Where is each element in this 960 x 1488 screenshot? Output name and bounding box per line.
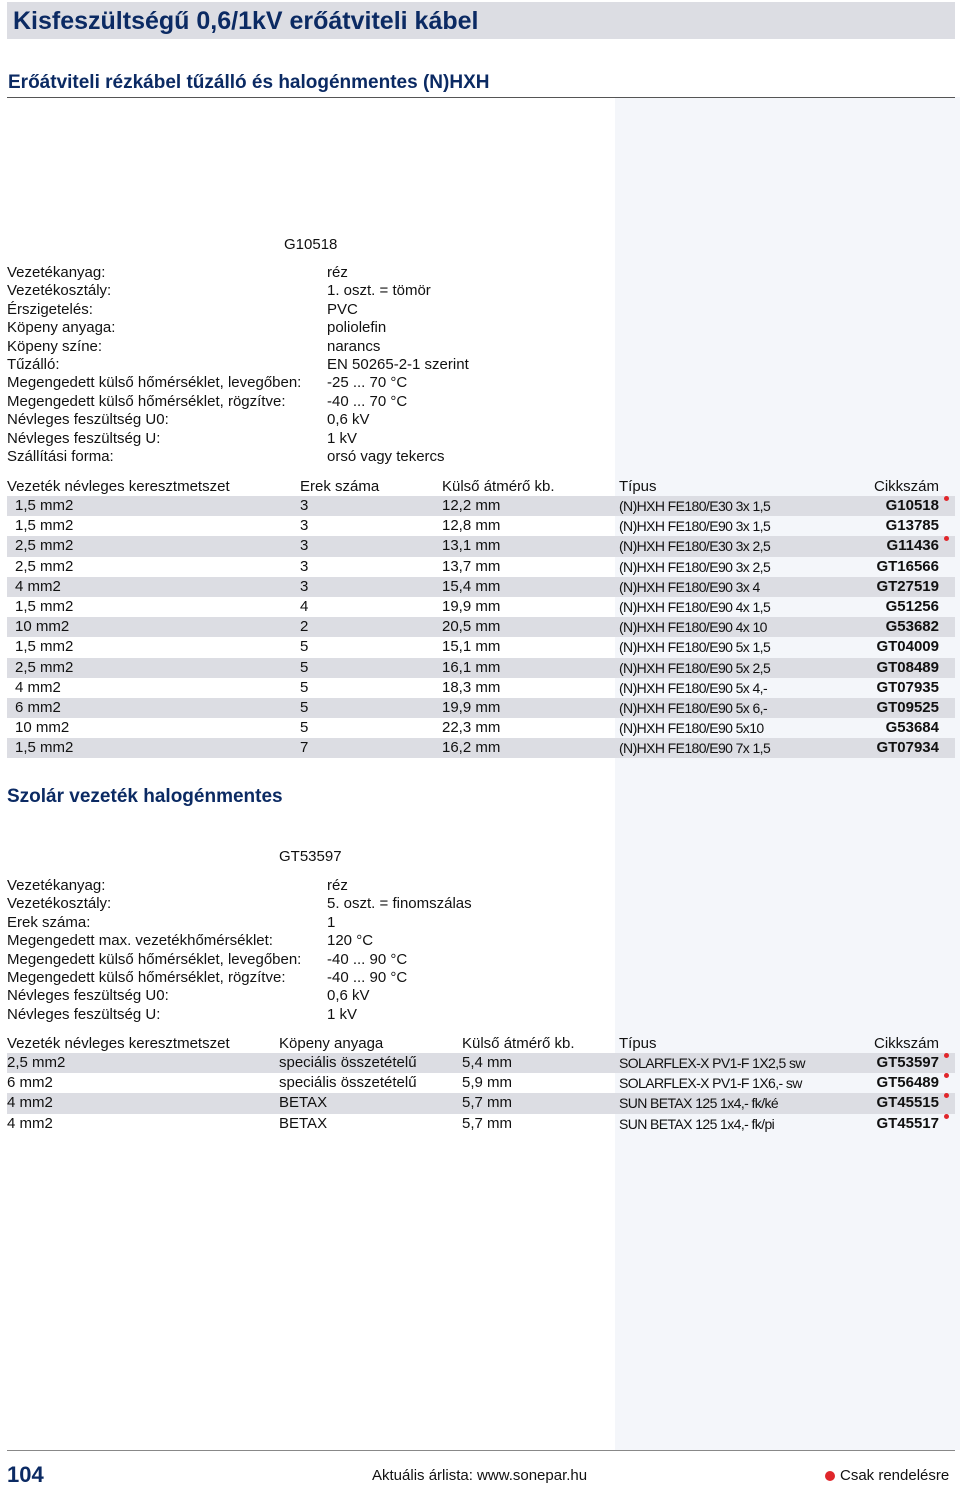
table-row [7,1073,955,1093]
cell-cross-section: 1,5 mm2 [15,517,74,535]
spec-row [7,877,607,895]
cell-cores: 5 [300,638,309,656]
cell-diameter: 19,9 mm [442,597,501,615]
spec-label: Megengedett külső hőmérséklet, levegőben: [7,374,302,392]
footer-divider [7,1450,955,1451]
cell-diameter: 15,4 mm [442,577,501,595]
table-row [7,577,955,597]
spec-row [7,393,607,411]
spec-label: Vezetékanyag: [7,877,106,894]
col-header-type: Típus [619,1035,657,1052]
spec-value: 0,6 kV [327,411,370,429]
right-column-background [615,97,960,1450]
order-only-dot-icon [944,1073,949,1078]
cell-code: GT16566 [876,557,939,575]
cell-diameter: 13,1 mm [442,537,501,555]
table-row [7,557,955,577]
cell-type: (N)HXH FE180/E90 4x 10 [619,619,767,636]
table-row [7,516,955,536]
table-row [7,1114,955,1134]
cell-cores: 5 [300,678,309,696]
cell-diameter: 18,3 mm [442,678,501,696]
spec-value: 1 [327,913,336,931]
cell-cross-section: 4 mm2 [15,577,61,595]
spec-row [7,430,607,448]
cell-type: (N)HXH FE180/E30 3x 2,5 [619,538,771,555]
order-only-dot-icon [944,1114,949,1119]
cell-diameter: 16,2 mm [442,739,501,757]
cell-type: (N)HXH FE180/E90 3x 2,5 [619,558,771,575]
cell-cores: 5 [300,698,309,716]
cell-code: G10518 [885,497,939,514]
cell-code: GT45515 [876,1094,939,1112]
cell-cross-section: 6 mm2 [7,1074,53,1092]
s2-spec-list [7,877,607,1024]
cell-cores: 4 [300,597,309,615]
s1-product-table [7,476,955,758]
title-bar [7,2,955,39]
cell-code: GT45517 [876,1114,939,1132]
cell-code: G11436 [886,537,939,555]
cell-cross-section: 2,5 mm2 [15,557,74,575]
spec-value: 1 kV [327,429,358,447]
spec-value: -40 ... 70 °C [327,392,408,410]
col-header-code: Cikkszám [873,478,939,495]
table-body [7,1053,955,1134]
cell-diameter: 12,8 mm [442,517,501,535]
spec-row [7,895,607,913]
cell-diameter: 22,3 mm [442,719,501,737]
s2-code-label: GT53597 [279,848,342,865]
table-row [7,718,955,738]
table-row [7,637,955,657]
cell-type: (N)HXH FE180/E90 5x 4,- [619,679,768,696]
cell-type: (N)HXH FE180/E90 4x 1,5 [619,598,771,615]
spec-row [7,319,607,337]
s2-product-table [7,1033,955,1134]
spec-row [7,338,607,356]
cell-code: GT04009 [876,638,939,656]
subtitle-text: Erőátviteli rézkábel tűzálló és halogénmentes (N)HXH [8,72,490,93]
table-row [7,1053,955,1073]
cell-diameter: 19,9 mm [442,698,501,716]
spec-value: 1. oszt. = tömör [327,282,431,300]
cell-diameter: 5,7 mm [462,1094,513,1112]
cell-cross-section: 10 mm2 [15,719,70,737]
cell-cross-section: 2,5 mm2 [15,537,74,555]
cell-diameter: 20,5 mm [442,618,501,636]
cell-cores: 5 [300,658,309,676]
table-row [7,536,955,556]
spec-value: 5. oszt. = finomszálas [327,895,472,913]
spec-value: réz [327,877,348,894]
cell-type: (N)HXH FE180/E90 7x 1,5 [619,740,771,757]
spec-row [7,1006,607,1024]
table-row [7,738,955,758]
spec-label: Névleges feszültség U: [7,1005,161,1023]
spec-row [7,374,607,392]
s1-code-label: G10518 [284,236,338,253]
spec-value: narancs [327,337,381,355]
spec-label: Köpeny színe: [7,337,103,355]
spec-row [7,282,607,300]
table-row [7,678,955,698]
spec-label: Megengedett külső hőmérséklet, rögzítve: [7,968,286,986]
spec-label: Köpeny anyaga: [7,319,116,337]
cell-diameter: 15,1 mm [442,638,501,656]
spec-value: poliolefin [327,319,387,337]
table-header [7,476,955,496]
order-only-dot-icon [944,496,949,501]
cell-cores: 2 [300,618,309,636]
cell-diameter: 5,9 mm [462,1074,513,1092]
spec-row [7,448,607,466]
cell-code: GT09525 [876,698,939,716]
table-row [7,658,955,678]
cell-cross-section: 1,5 mm2 [15,597,74,615]
table-body [7,496,955,758]
spec-label: Névleges feszültség U0: [7,987,169,1005]
table-row [7,496,955,516]
col-header-sheath: Köpeny anyaga [279,1035,384,1052]
cell-code: GT07934 [876,739,939,757]
spec-label: Vezetékosztály: [7,895,112,913]
table-row [7,1093,955,1113]
order-only-dot-icon [944,536,949,541]
cell-sheath: BETAX [279,1114,328,1132]
spec-label: Érszigetelés: [7,300,93,318]
cell-code: G51256 [885,597,939,615]
spec-value: 120 °C [327,932,374,950]
cell-diameter: 12,2 mm [442,497,501,514]
page-title: Kisfeszültségű 0,6/1kV erőátviteli kábel [13,7,479,35]
spec-label: Erek száma: [7,913,91,931]
spec-row [7,264,607,282]
cell-type: (N)HXH FE180/E90 5x 2,5 [619,659,771,676]
cell-code: GT07935 [876,678,939,696]
footer-legend-text: Csak rendelésre [840,1467,950,1484]
spec-label: Vezetékosztály: [7,282,112,300]
cell-type: SUN BETAX 125 1x4,- fk/ké [619,1095,779,1112]
cell-type: (N)HXH FE180/E90 3x 1,5 [619,518,771,535]
cell-cross-section: 2,5 mm2 [7,1054,66,1071]
cell-cores: 7 [300,739,309,757]
cell-type: SUN BETAX 125 1x4,- fk/pi [619,1115,775,1132]
cell-cores: 3 [300,537,309,555]
cell-diameter: 5,7 mm [462,1114,513,1132]
col-header-cores: Erek száma [300,478,380,495]
cell-code: GT56489 [876,1074,939,1092]
cell-diameter: 16,1 mm [442,658,501,676]
cell-code: GT27519 [876,577,939,595]
spec-row [7,914,607,932]
col-header-type: Típus [619,478,657,495]
spec-row [7,356,607,374]
cell-cores: 3 [300,497,309,514]
spec-label: Szállítási forma: [7,447,114,465]
cell-cross-section: 1,5 mm2 [15,638,74,656]
cell-cores: 3 [300,577,309,595]
cell-cross-section: 10 mm2 [15,618,70,636]
spec-value: EN 50265-2-1 szerint [327,355,469,373]
spec-row [7,301,607,319]
section2-title: Szolár vezeték halogénmentes [7,786,283,807]
cell-cross-section: 1,5 mm2 [15,497,74,514]
table-row [7,698,955,718]
spec-label: Vezetékanyag: [7,264,106,281]
section-subtitle [7,72,955,98]
cell-cross-section: 1,5 mm2 [15,739,74,757]
cell-code: GT53597 [876,1054,939,1071]
spec-value: PVC [327,300,358,318]
col-header-cross-section: Vezeték névleges keresztmetszet [7,478,230,495]
spec-label: Megengedett külső hőmérséklet, rögzítve: [7,392,286,410]
cell-code: G13785 [885,517,939,535]
cell-diameter: 5,4 mm [462,1054,513,1071]
cell-code: G53682 [885,618,939,636]
spec-value: -40 ... 90 °C [327,950,408,968]
cell-cross-section: 2,5 mm2 [15,658,74,676]
order-only-dot-icon [825,1471,835,1481]
s1-spec-list [7,264,607,466]
spec-value: -25 ... 70 °C [327,374,408,392]
spec-value: réz [327,264,348,281]
spec-row [7,411,607,429]
cell-cross-section: 6 mm2 [15,698,61,716]
spec-value: -40 ... 90 °C [327,968,408,986]
spec-row [7,969,607,987]
cell-type: (N)HXH FE180/E30 3x 1,5 [619,498,771,514]
spec-label: Tűzálló: [7,355,60,373]
spec-row [7,951,607,969]
col-header-diameter: Külső átmérő kb. [462,1035,575,1052]
cell-cross-section: 4 mm2 [15,678,61,696]
cell-sheath: speciális összetételű [279,1074,417,1092]
footer-pricelist-note: Aktuális árlista: www.sonepar.hu [372,1467,588,1484]
cell-code: GT08489 [876,658,939,676]
cell-cross-section: 4 mm2 [7,1114,53,1132]
cell-type: SOLARFLEX-X PV1-F 1X6,- sw [619,1075,802,1092]
table-header [7,1033,955,1053]
cell-sheath: BETAX [279,1094,328,1112]
page-number: 104 [7,1462,44,1487]
spec-label: Névleges feszültség U0: [7,411,169,429]
col-header-diameter: Külső átmérő kb. [442,478,555,495]
cell-sheath: speciális összetételű [279,1054,417,1071]
spec-label: Névleges feszültség U: [7,429,161,447]
spec-value: 0,6 kV [327,987,370,1005]
table-row [7,597,955,617]
spec-row [7,932,607,950]
spec-value: 1 kV [327,1005,358,1023]
spec-label: Megengedett max. vezetékhőmérséklet: [7,932,273,950]
cell-type: (N)HXH FE180/E90 5x 1,5 [619,639,771,656]
cell-type: (N)HXH FE180/E90 3x 4 [619,578,760,595]
col-header-cross-section: Vezeték névleges keresztmetszet [7,1035,230,1052]
table-row [7,617,955,637]
cell-diameter: 13,7 mm [442,557,501,575]
order-only-dot-icon [944,1093,949,1098]
footer-legend [825,1467,949,1484]
spec-row [7,987,607,1005]
cell-cores: 3 [300,557,309,575]
spec-value: orsó vagy tekercs [327,447,445,465]
col-header-code: Cikkszám [873,1035,939,1052]
cell-cores: 5 [300,719,309,737]
cell-cores: 3 [300,517,309,535]
order-only-dot-icon [944,1053,949,1058]
spec-label: Megengedett külső hőmérséklet, levegőben: [7,950,302,968]
cell-cross-section: 4 mm2 [7,1094,53,1112]
cell-type: SOLARFLEX-X PV1-F 1X2,5 sw [619,1055,805,1071]
cell-code: G53684 [885,719,939,737]
cell-type: (N)HXH FE180/E90 5x10 [619,720,764,737]
cell-type: (N)HXH FE180/E90 5x 6,- [619,699,768,716]
